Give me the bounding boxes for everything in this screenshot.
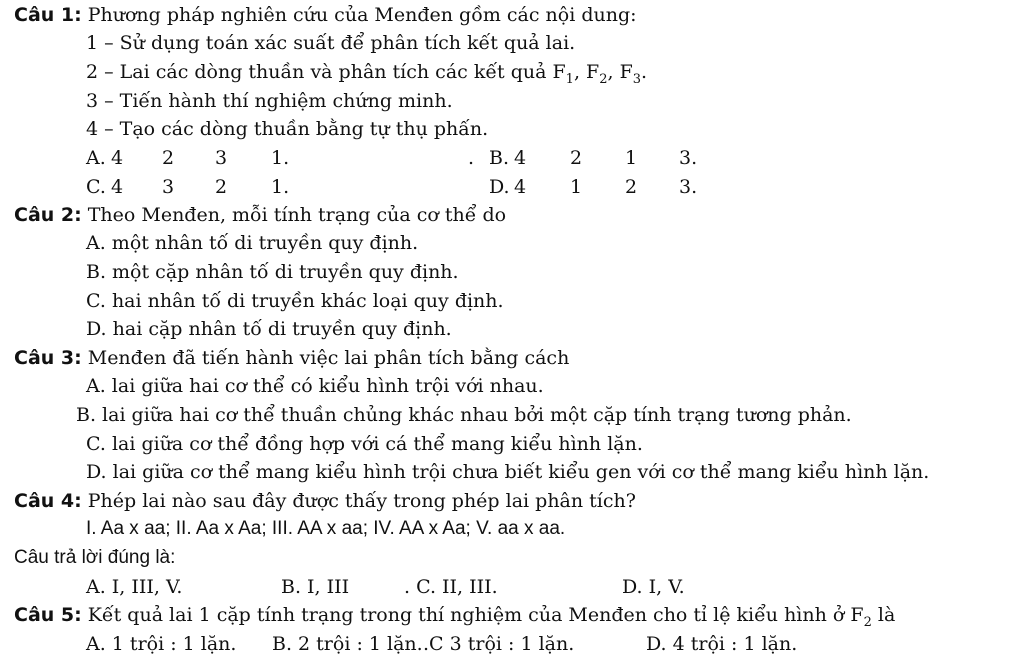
question-3-label: Câu 3: (14, 347, 82, 369)
q1-item-3: 3 – Tiến hành thí nghiệm chứng minh. (86, 90, 453, 112)
q1-option-c-seq-1: 4 (111, 176, 124, 198)
q1-option-a-seq-2: 2 (162, 147, 175, 169)
q2-option-a: A. một nhân tố di truyền quy định. (86, 232, 419, 254)
q3-option-d: D. lai giữa cơ thể mang kiểu hình trội chưa biết kiểu gen với cơ thể mang kiểu hình lặn. (86, 461, 930, 483)
q1-item-1: 1 – Sử dụng toán xác suất để phân tích kết quả lai. (86, 32, 576, 54)
q3-option-b: B. lai giữa hai cơ thể thuần chủng khác nhau bởi một cặp tính trạng tương phản. (76, 404, 852, 426)
q1-option-a-letter: A. (86, 147, 106, 169)
q5-option-b: B. 2 trội : 1 lặn. (272, 633, 423, 655)
question-2 (14, 203, 506, 227)
q1-option-d-letter: D. (489, 176, 510, 198)
q1-option-c-seq-2: 3 (162, 176, 175, 198)
question-1-label: Câu 1: (14, 4, 82, 26)
q3-option-c: C. lai giữa cơ thể đồng hợp với cá thể mang kiểu hình lặn. (86, 433, 643, 455)
q5-option-c: .C 3 trội : 1 lặn. (423, 633, 575, 655)
q1-stray-dot: . (468, 147, 475, 169)
q1-option-a-seq-1: 4 (111, 147, 124, 169)
question-2-label: Câu 2: (14, 204, 82, 226)
question-1 (14, 3, 637, 27)
q1-option-c-seq-3: 2 (215, 176, 228, 198)
q4-prompt: Câu trả lời đúng là: (14, 547, 176, 568)
q1-option-b-seq-4: 3. (679, 147, 698, 169)
question-2-text: Theo Menđen, mỗi tính trạng của cơ thể do (87, 204, 507, 226)
q5-option-a: A. 1 trội : 1 lặn. (86, 633, 237, 655)
question-3 (14, 346, 569, 370)
q1-option-a-seq-3: 3 (215, 147, 228, 169)
q1-item-4: 4 – Tạo các dòng thuần bằng tự thụ phấn. (86, 118, 489, 140)
question-3-text: Menđen đã tiến hành việc lai phân tích bằng cách (87, 347, 570, 369)
question-4 (14, 489, 636, 513)
q2-option-c: C. hai nhân tố di truyền khác loại quy định. (86, 290, 504, 312)
q4-option-a: A. I, III, V. (86, 576, 183, 598)
q1-option-d-seq-3: 2 (625, 176, 638, 198)
q1-option-c-letter: C. (86, 176, 106, 198)
q4-option-b: B. I, III (281, 576, 350, 598)
q1-option-c-seq-4: 1. (271, 176, 290, 198)
q2-option-b: B. một cặp nhân tố di truyền quy định. (86, 261, 459, 283)
q1-option-d-seq-1: 4 (514, 176, 527, 198)
q5-option-d: D. 4 trội : 1 lặn. (646, 633, 798, 655)
q3-option-a: A. lai giữa hai cơ thể có kiểu hình trội với nhau. (86, 375, 544, 397)
q4-crosses: I. Aa x aa; II. Aa x Aa; III. AA x aa; IV. AA x Aa; V. aa x aa. (86, 518, 566, 539)
question-4-text: Phép lai nào sau đây được thấy trong phép lai phân tích? (87, 490, 636, 512)
q4-option-c: . C. II, III. (404, 576, 498, 598)
question-5-text: Kết quả lai 1 cặp tính trạng trong thí nghiệm của Menđen cho tỉ lệ kiểu hình ở F (87, 604, 864, 626)
q1-option-b-seq-1: 4 (514, 147, 527, 169)
q1-option-a-seq-4: 1. (271, 147, 290, 169)
q1-option-d-seq-2: 1 (570, 176, 583, 198)
q1-option-b-letter: B. (489, 147, 510, 169)
q1-item-2: 2 – Lai các dòng thuần và phân tích các kết quả $F_1$, $F_2$, $F_3$. (86, 61, 648, 87)
q2-option-d: D. hai cặp nhân tố di truyền quy định. (86, 318, 452, 340)
question-5: Câu 5: Kết quả lai 1 cặp tính trạng trong thí nghiệm của Menđen cho tỉ lệ kiểu hình ở $F_2$ là (14, 604, 896, 630)
question-4-label: Câu 4: (14, 490, 82, 512)
q1-option-d-seq-4: 3. (679, 176, 698, 198)
q1-option-b-seq-2: 2 (570, 147, 583, 169)
question-5-label: Câu 5: (14, 604, 82, 626)
question-1-text: Phương pháp nghiên cứu của Menđen gồm các nội dung: (87, 4, 637, 26)
q4-option-d: D. I, V. (622, 576, 685, 598)
q1-option-b-seq-3: 1 (625, 147, 638, 169)
